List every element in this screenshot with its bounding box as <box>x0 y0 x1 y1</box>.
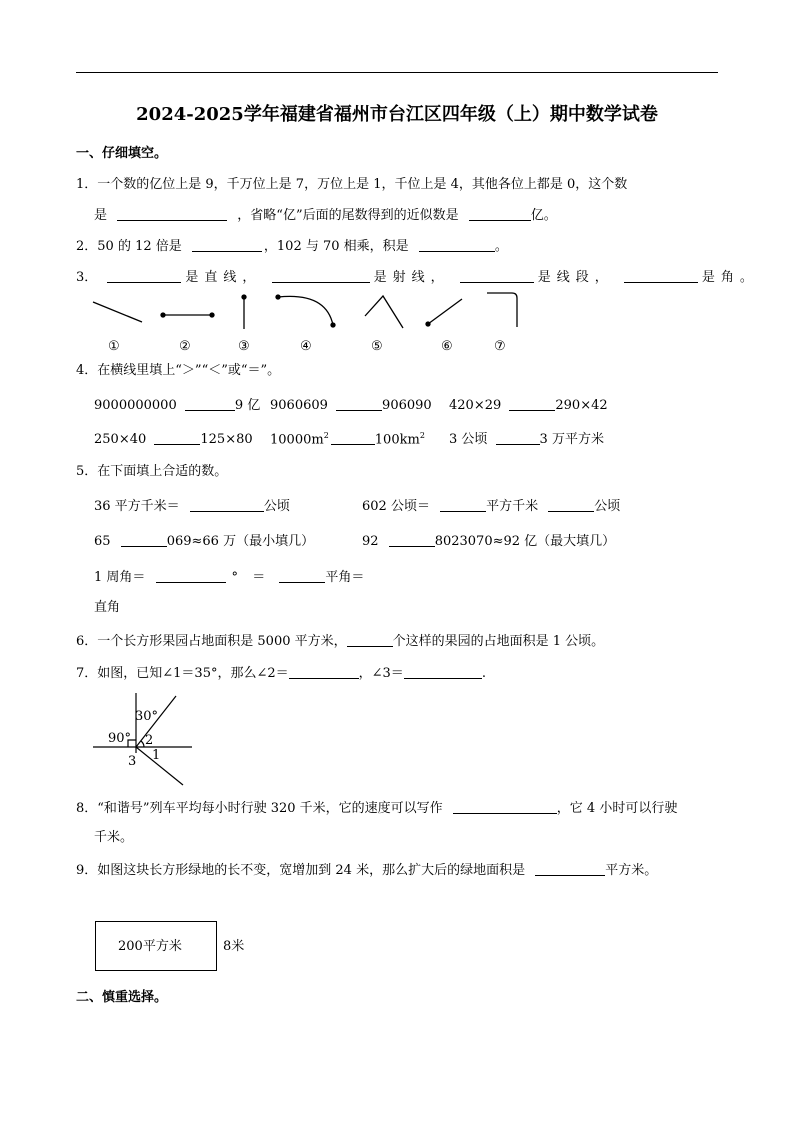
q8-text-b: ，它 4 小时可以行驶 <box>556 801 678 816</box>
q5-b-text: 602 公顷＝ <box>362 499 430 514</box>
q7-text-c: . <box>481 666 486 681</box>
q3-text-line: 是直线， <box>185 270 262 285</box>
q9-line <box>76 863 657 877</box>
q9-text-b: 平方米。 <box>605 863 658 878</box>
q5-c-rest: 069≈66 万（最小填几） <box>166 534 315 549</box>
q7-label-2: 2 <box>145 733 154 748</box>
q8-line1 <box>76 801 677 815</box>
section-2-heading: 二、慎重选择。 <box>76 990 168 1005</box>
q9-area-label: 200平方米 <box>118 939 182 954</box>
fig-label-2: ② <box>179 339 191 354</box>
q7-text-a: 7．如图，已知∠1＝35°，那么∠2＝ <box>76 666 289 681</box>
q2-text-c: 。 <box>494 239 508 254</box>
q5-d-rest: 8023070≈92 亿（最大填几） <box>434 534 616 549</box>
q4-r1-c1-right: 9 亿 <box>234 398 261 413</box>
q4-stem: 4．在横线里填上“＞”“＜”或“＝”。 <box>76 363 281 378</box>
q5-b-unit2: 公顷 <box>594 499 621 514</box>
q4-r2-c2-left: 10000m <box>270 432 324 448</box>
q1-line1: 1．一个数的亿位上是 9，千万位上是 7，万位上是 1，千位上是 4，其他各位上都是 0，这个数 <box>76 177 628 192</box>
q4-r2-c3-right: 3 万平方米 <box>539 432 604 447</box>
q8-text-a: 8．“和谐号”列车平均每小时行驶 320 千米，它的速度可以写作 <box>76 801 443 816</box>
q4-r2-c2-right: 100km <box>374 432 420 448</box>
q5-a-text: 36 平方千米＝ <box>94 499 180 514</box>
q4-r1-c2-left: 9060609 <box>270 398 328 413</box>
q6-text-a: 6．一个长方形果园占地面积是 5000 平方米， <box>76 634 347 649</box>
q2-text-b: ，102 与 70 相乘，积是 <box>263 239 409 254</box>
q5-e-text: 1 周角＝ <box>94 570 146 585</box>
q5-e-right-angle: 直角 <box>94 600 121 615</box>
q5-a-unit: 公顷 <box>263 499 290 514</box>
q1-text-b: ，省略“亿”后面的尾数得到的近似数是 <box>237 208 459 223</box>
fig-label-6: ⑥ <box>441 339 453 354</box>
q7-label-3: 3 <box>128 754 137 769</box>
q7-angle-arc <box>141 741 144 747</box>
q7-label-90: 90° <box>108 731 132 746</box>
q8-blank-speed[interactable] <box>453 801 557 814</box>
q5-b-unit1: 平方千米 <box>486 499 539 514</box>
q5-e-equals: ＝ <box>252 570 266 585</box>
q3-text-segment: 是线段， <box>537 270 614 285</box>
fig-label-1: ① <box>108 339 120 354</box>
q4-r1-c2-right: 906090 <box>382 398 432 413</box>
q5-e-straight: 平角＝ <box>325 570 365 585</box>
q2-text-a: 2．50 的 12 倍是 <box>76 239 182 254</box>
page-title: 2024-2025学年福建省福州市台江区四年级（上）期中数学试卷 <box>136 104 658 125</box>
q4-r1-c3-left: 420×29 <box>449 398 502 413</box>
q3-number: 3． <box>76 270 98 285</box>
q3-text-ray: 是射线， <box>373 270 450 285</box>
fig-label-4: ④ <box>300 339 312 354</box>
q4-sq-left: 2 <box>323 431 329 440</box>
q6-text-b: 个这样的果园的占地面积是 1 公顷。 <box>392 634 605 649</box>
q8-line2: 千米。 <box>94 830 134 845</box>
section-1-heading: 一、仔细填空。 <box>76 146 168 161</box>
q5-c-text: 65 <box>94 534 111 549</box>
q4-sq-right: 2 <box>419 431 425 440</box>
fig-label-5: ⑤ <box>371 339 383 354</box>
q3-text-angle: 是角。 <box>701 270 759 285</box>
q5-d-text: 92 <box>362 534 379 549</box>
q1-text-c: 亿。 <box>530 208 557 223</box>
q9-blank-area[interactable] <box>535 863 605 876</box>
q4-r1-c3-right: 290×42 <box>555 398 608 413</box>
q4-r2-c1-right: 125×80 <box>200 432 253 447</box>
q7-text-b: ，∠3＝ <box>358 666 404 681</box>
q1-text-a: 是 <box>94 208 108 223</box>
fig-label-7: ⑦ <box>494 339 506 354</box>
q9-width-label: 8米 <box>223 939 245 954</box>
q9-text-a: 9．如图这块长方形绿地的长不变，宽增加到 24 米，那么扩大后的绿地面积是 <box>76 863 526 878</box>
q4-r1-c1-left: 9000000000 <box>94 398 177 413</box>
q4-r2-c3-left: 3 公顷 <box>449 432 488 447</box>
q7-label-1: 1 <box>152 748 161 763</box>
q5-stem: 5．在下面填上合适的数。 <box>76 464 228 479</box>
q4-r2-c1-left: 250×40 <box>94 432 147 447</box>
fig-label-3: ③ <box>238 339 250 354</box>
q5-e-degree: ° <box>231 570 239 585</box>
q7-label-30: 30° <box>135 709 159 724</box>
